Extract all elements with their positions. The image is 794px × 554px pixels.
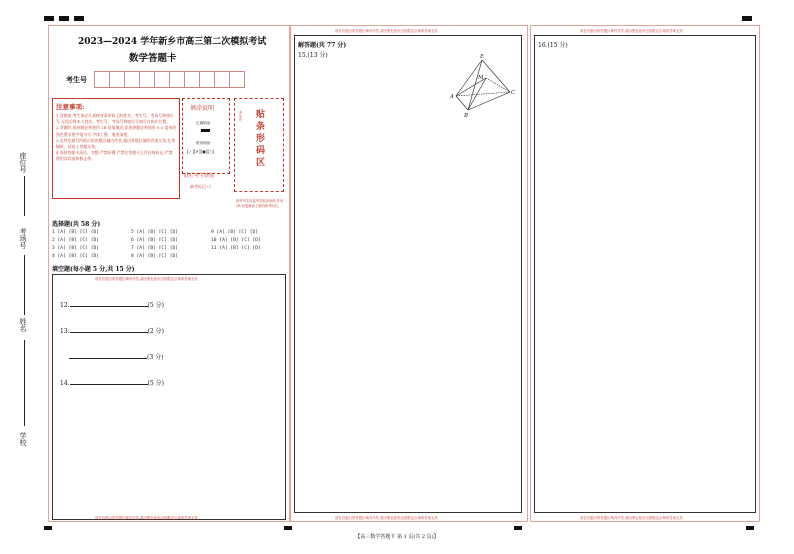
choice-section-title: 选择题(共 58 分) (52, 221, 101, 228)
label-E: E (480, 54, 485, 60)
choice-item[interactable]: 5 [A] [B] [C] [D] (131, 230, 179, 235)
choice-item[interactable]: 11 [A] [B] [C] [D] (211, 246, 261, 251)
page-title: 2023—2024 学年新乡市高三第二次模拟考试 (78, 37, 267, 47)
registration-mark (74, 16, 84, 21)
fill-in-number: 12. (60, 302, 70, 309)
choice-item[interactable]: 2 [A] [B] [C] [D] (52, 238, 100, 243)
label-B: B (464, 113, 469, 119)
fill-in-number: 13. (60, 328, 70, 335)
fill-in-section-title: 填空题(每小题 5 分,共 15 分) (52, 266, 135, 273)
left-column-frame (48, 25, 290, 522)
fill-in-number: 14. (60, 380, 70, 387)
exam-number-label: 考生号 (66, 75, 87, 84)
bottom-warning-right: 请在各题目的答题区域内作答,超出黑色矩形边框限定区域的答案无效 (580, 516, 683, 520)
registration-mark (746, 526, 754, 530)
correct-fill-label: 正确填涂 (196, 121, 211, 125)
label-C: C (511, 90, 516, 96)
registration-mark (742, 16, 752, 21)
question-15-label: 15.(13 分) (298, 52, 328, 59)
choice-item[interactable]: 10 [A] [B] [C] [D] (211, 238, 261, 243)
choice-item[interactable]: 6 [A] [B] [C] [D] (131, 238, 179, 243)
choice-item[interactable]: 1 [A] [B] [C] [D] (52, 230, 100, 235)
choice-item[interactable]: 9 [A] [B] [C] [D] (211, 230, 259, 235)
wrong-fill-label: 错误填涂 (196, 141, 211, 145)
notice-item: 3.必须在题号所指示的答题区域内作答,超出答题区域的答案无效;在草稿纸、试卷上答题无效。 (56, 137, 176, 150)
side-label-name: 姓名 (19, 318, 27, 332)
choice-item[interactable]: 3 [A] [B] [C] [D] (52, 246, 100, 251)
middle-column-frame (290, 25, 528, 522)
choice-item[interactable]: 8 [A] [B] [C] [D] (131, 254, 179, 259)
top-warning-right: 请在各题目的答题区域内作答,超出黑色矩形边框限定区域的答案无效 (580, 29, 683, 33)
page-subtitle: 数学答题卡 (129, 53, 177, 64)
top-warning-middle: 请在各题目的答题区域内作答,超出黑色矩形边框限定区域的答案无效 (335, 29, 438, 33)
wrong-fill-marks: [✓][✗][●][○] (187, 149, 215, 154)
fill-in-score: (3 分) (147, 354, 164, 361)
answer-section-title: 解答题(共 77 分) (298, 42, 347, 49)
registration-mark (44, 526, 52, 530)
question-16-label: 16.(15 分) (538, 42, 568, 49)
registration-mark (44, 16, 54, 21)
page-footer: 【高三数学答题卡 第 1 页(共 2 页)】 (355, 534, 439, 540)
side-label-seat: 座位号 (19, 152, 27, 173)
fill-in-score: (5 分) (147, 302, 164, 309)
side-label-room: 考场号 (19, 228, 27, 249)
barcode-title: 贴条形码区 (254, 109, 264, 169)
choice-item[interactable]: 7 [A] [B] [C] [D] (131, 246, 179, 251)
bottom-warning-left: 请在各题目的答题区域内作答,超出黑色矩形边框限定区域的答案无效 (95, 516, 198, 520)
right-column-frame (530, 25, 760, 522)
fill-in-warning: 请在各题目的答题区域内作答,超出黑色矩形边框限定区域的答案无效 (95, 277, 198, 281)
choice-item[interactable]: 4 [A] [B] [C] [D] (52, 254, 100, 259)
side-line (24, 255, 25, 315)
side-line (24, 340, 25, 426)
label-A: A (450, 94, 454, 100)
notice-item: 4.保持答题卡清洁、完整,严禁折叠,严禁在答题卡上作任何标记,严禁使用涂改液和修正带。 (56, 150, 173, 162)
notice-item: 1.答题前,考生务必认真核对条形码上的姓名、考生号、考场号和座位号,无误后将本人姓名、考生号、考场号和座位号填写在相应位置。 (56, 113, 174, 125)
label-M: M (478, 75, 484, 81)
absent-note: 缺考考生由监考员贴条形码,并用 2B 铅笔填涂上面的缺考标记。 (236, 199, 284, 208)
notice-item: 2.答题时,选择题必须使用 2B 铅笔填涂;非选择题必须使用 0.5 毫米的黑色墨水签字笔书写,字体工整、笔迹清楚。 (56, 125, 176, 137)
fill-guide-title: 填涂说明 (190, 105, 215, 112)
side-line (24, 176, 25, 216)
registration-mark (59, 16, 69, 21)
notice-title: 注意事项: (56, 103, 85, 111)
bottom-warning-middle: 请在各题目的答题区域内作答,超出黑色矩形边框限定区域的答案无效 (335, 516, 438, 520)
registration-mark (284, 526, 292, 530)
fill-in-score: (5 分) (147, 380, 164, 387)
registration-mark (514, 526, 522, 530)
fill-in-score: (2 分) (147, 328, 164, 335)
barcode-side-note: 考生号 (238, 111, 242, 122)
side-label-school: 学校 (19, 432, 27, 446)
no-fill-zone-label: 此栏考生禁填 (184, 173, 215, 179)
absent-mark-label[interactable]: 缺考标记 ☐ (190, 184, 211, 189)
